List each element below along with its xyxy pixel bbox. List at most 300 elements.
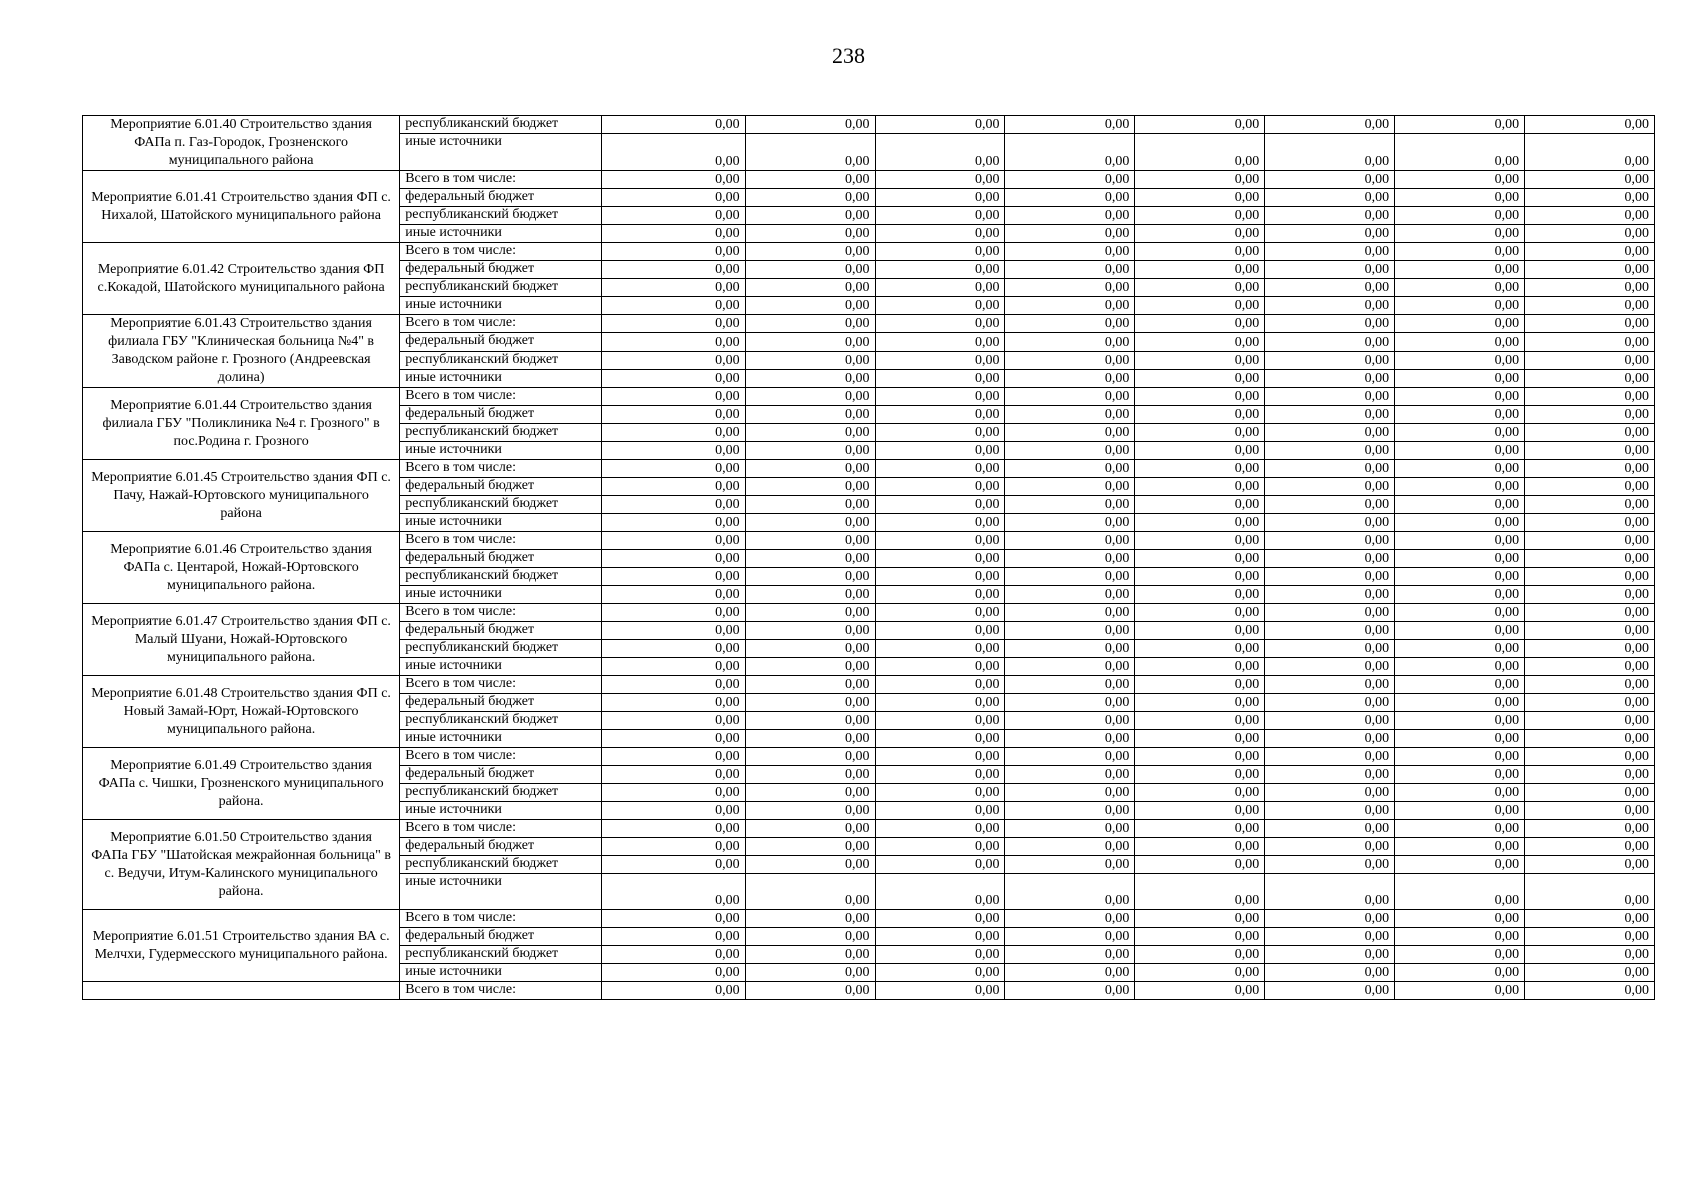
amount-cell: 0,00 [1395,676,1525,694]
amount-cell: 0,00 [1265,676,1395,694]
amount-cell: 0,00 [875,604,1005,622]
amount-cell: 0,00 [1395,514,1525,532]
amount-cell: 0,00 [1005,388,1135,406]
amount-cell: 0,00 [1135,225,1265,243]
amount-cell: 0,00 [875,460,1005,478]
amount-cell: 0,00 [1265,802,1395,820]
amount-cell: 0,00 [745,820,875,838]
amount-cell: 0,00 [1395,622,1525,640]
amount-cell: 0,00 [745,171,875,189]
amount-cell: 0,00 [1005,134,1135,171]
amount-cell: 0,00 [875,351,1005,369]
amount-cell: 0,00 [1525,712,1655,730]
amount-cell: 0,00 [1525,640,1655,658]
amount-cell: 0,00 [1525,838,1655,856]
amount-cell: 0,00 [1525,748,1655,766]
funding-source: федеральный бюджет [400,333,601,351]
funding-source: Всего в том числе: [400,820,601,838]
amount-cell: 0,00 [745,586,875,604]
amount-cell: 0,00 [1135,802,1265,820]
amount-cell: 0,00 [1005,658,1135,676]
amount-cell: 0,00 [1395,964,1525,982]
funding-source: республиканский бюджет [400,946,601,964]
amount-cell: 0,00 [601,676,745,694]
amount-cell: 0,00 [601,351,745,369]
amount-cell: 0,00 [1135,478,1265,496]
table-row [83,676,1655,694]
amount-cell: 0,00 [745,351,875,369]
amount-cell: 0,00 [745,712,875,730]
amount-cell: 0,00 [1525,478,1655,496]
amount-cell: 0,00 [875,748,1005,766]
amount-cell: 0,00 [1525,207,1655,225]
amount-cell: 0,00 [1395,640,1525,658]
amount-cell: 0,00 [875,730,1005,748]
funding-source: республиканский бюджет [400,351,601,369]
amount-cell: 0,00 [1005,369,1135,387]
amount-cell: 0,00 [1005,225,1135,243]
amount-cell: 0,00 [1395,243,1525,261]
amount-cell: 0,00 [1265,712,1395,730]
amount-cell: 0,00 [1265,964,1395,982]
amount-cell: 0,00 [1135,406,1265,424]
amount-cell: 0,00 [1005,622,1135,640]
amount-cell: 0,00 [745,207,875,225]
amount-cell: 0,00 [875,928,1005,946]
amount-cell: 0,00 [1135,622,1265,640]
amount-cell: 0,00 [1005,694,1135,712]
amount-cell: 0,00 [875,946,1005,964]
amount-cell: 0,00 [1265,442,1395,460]
amount-cell: 0,00 [601,207,745,225]
amount-cell: 0,00 [601,856,745,874]
amount-cell: 0,00 [745,243,875,261]
amount-cell: 0,00 [1525,802,1655,820]
measure-title: Мероприятие 6.01.50 Строительство здания ФАПа ГБУ "Шатойская межрайонная больница" в с. Ведучи, Итум-Калинского муниципального района. [83,820,400,910]
amount-cell: 0,00 [601,496,745,514]
amount-cell: 0,00 [1395,856,1525,874]
amount-cell: 0,00 [1265,297,1395,315]
amount-cell: 0,00 [1265,640,1395,658]
amount-cell: 0,00 [1395,658,1525,676]
amount-cell: 0,00 [1005,460,1135,478]
amount-cell: 0,00 [1525,496,1655,514]
measure-title: Мероприятие 6.01.45 Строительство здания ФП с. Пачу, Нажай-Юртовского муниципального района [83,460,400,532]
amount-cell: 0,00 [1265,134,1395,171]
measure-title: Мероприятие 6.01.44 Строительство здания филиала ГБУ "Поликлиника №4 г. Грозного" в пос.Родина г. Грозного [83,388,400,460]
measure-title: Мероприятие 6.01.46 Строительство здания ФАПа с. Центарой, Ножай-Юртовского муниципального района. [83,532,400,604]
amount-cell: 0,00 [1395,134,1525,171]
amount-cell: 0,00 [1005,964,1135,982]
funding-source: Всего в том числе: [400,460,601,478]
amount-cell: 0,00 [875,297,1005,315]
amount-cell: 0,00 [1265,604,1395,622]
amount-cell: 0,00 [601,982,745,1000]
funding-source: Всего в том числе: [400,243,601,261]
amount-cell: 0,00 [601,315,745,333]
amount-cell: 0,00 [1395,928,1525,946]
amount-cell: 0,00 [1265,928,1395,946]
amount-cell: 0,00 [1395,784,1525,802]
amount-cell: 0,00 [1265,784,1395,802]
amount-cell: 0,00 [1395,351,1525,369]
amount-cell: 0,00 [1525,243,1655,261]
amount-cell: 0,00 [601,910,745,928]
amount-cell: 0,00 [1395,207,1525,225]
amount-cell: 0,00 [1265,856,1395,874]
amount-cell: 0,00 [1395,369,1525,387]
amount-cell: 0,00 [1135,640,1265,658]
amount-cell: 0,00 [875,964,1005,982]
amount-cell: 0,00 [601,568,745,586]
amount-cell: 0,00 [1135,874,1265,910]
amount-cell: 0,00 [1395,568,1525,586]
amount-cell: 0,00 [745,369,875,387]
amount-cell: 0,00 [1265,514,1395,532]
amount-cell: 0,00 [1135,279,1265,297]
amount-cell: 0,00 [1135,730,1265,748]
table-row [83,748,1655,766]
amount-cell: 0,00 [1135,946,1265,964]
amount-cell: 0,00 [745,604,875,622]
measure-title: Мероприятие 6.01.41 Строительство здания ФП с. Нихалой, Шатойского муниципального района [83,171,400,243]
amount-cell: 0,00 [1005,424,1135,442]
amount-cell: 0,00 [601,406,745,424]
amount-cell: 0,00 [1265,460,1395,478]
amount-cell: 0,00 [1395,297,1525,315]
amount-cell: 0,00 [1135,910,1265,928]
amount-cell: 0,00 [1005,640,1135,658]
amount-cell: 0,00 [1525,568,1655,586]
amount-cell: 0,00 [1005,802,1135,820]
amount-cell: 0,00 [745,928,875,946]
amount-cell: 0,00 [1005,315,1135,333]
amount-cell: 0,00 [1265,171,1395,189]
funding-source: федеральный бюджет [400,694,601,712]
amount-cell: 0,00 [1525,676,1655,694]
amount-cell: 0,00 [745,442,875,460]
amount-cell: 0,00 [1395,748,1525,766]
amount-cell: 0,00 [1265,550,1395,568]
amount-cell: 0,00 [745,784,875,802]
amount-cell: 0,00 [1135,766,1265,784]
amount-cell: 0,00 [1135,189,1265,207]
amount-cell: 0,00 [1265,207,1395,225]
amount-cell: 0,00 [1135,532,1265,550]
funding-source: республиканский бюджет [400,712,601,730]
amount-cell: 0,00 [875,766,1005,784]
amount-cell: 0,00 [1395,116,1525,134]
amount-cell: 0,00 [1135,351,1265,369]
amount-cell: 0,00 [875,134,1005,171]
amount-cell: 0,00 [1265,730,1395,748]
amount-cell: 0,00 [875,640,1005,658]
amount-cell: 0,00 [1395,189,1525,207]
funding-source: Всего в том числе: [400,982,601,1000]
amount-cell: 0,00 [1395,279,1525,297]
funding-source: республиканский бюджет [400,279,601,297]
amount-cell: 0,00 [1265,351,1395,369]
amount-cell: 0,00 [745,514,875,532]
amount-cell: 0,00 [745,261,875,279]
amount-cell: 0,00 [1525,189,1655,207]
amount-cell: 0,00 [875,658,1005,676]
amount-cell: 0,00 [875,388,1005,406]
amount-cell: 0,00 [1395,171,1525,189]
funding-source: иные источники [400,514,601,532]
amount-cell: 0,00 [875,802,1005,820]
amount-cell: 0,00 [1135,820,1265,838]
funding-source: республиканский бюджет [400,207,601,225]
amount-cell: 0,00 [875,982,1005,1000]
amount-cell: 0,00 [601,874,745,910]
amount-cell: 0,00 [745,622,875,640]
amount-cell: 0,00 [1265,315,1395,333]
table-row [83,171,1655,189]
funding-source: федеральный бюджет [400,261,601,279]
funding-source: иные источники [400,134,601,171]
amount-cell: 0,00 [1005,406,1135,424]
amount-cell: 0,00 [1005,856,1135,874]
amount-cell: 0,00 [1525,442,1655,460]
amount-cell: 0,00 [1525,514,1655,532]
amount-cell: 0,00 [601,622,745,640]
amount-cell: 0,00 [601,116,745,134]
amount-cell: 0,00 [1525,820,1655,838]
amount-cell: 0,00 [1525,964,1655,982]
amount-cell: 0,00 [1005,910,1135,928]
amount-cell: 0,00 [875,586,1005,604]
amount-cell: 0,00 [875,478,1005,496]
amount-cell: 0,00 [745,856,875,874]
page-number: 238 [832,43,865,68]
amount-cell: 0,00 [1135,748,1265,766]
amount-cell: 0,00 [745,478,875,496]
amount-cell: 0,00 [745,134,875,171]
amount-cell: 0,00 [745,838,875,856]
table-row [83,315,1655,333]
amount-cell: 0,00 [601,946,745,964]
amount-cell: 0,00 [1265,243,1395,261]
amount-cell: 0,00 [1525,694,1655,712]
amount-cell: 0,00 [1265,189,1395,207]
amount-cell: 0,00 [1525,856,1655,874]
amount-cell: 0,00 [1005,297,1135,315]
amount-cell: 0,00 [1265,496,1395,514]
amount-cell: 0,00 [1135,369,1265,387]
amount-cell: 0,00 [1265,910,1395,928]
amount-cell: 0,00 [1395,694,1525,712]
table-row [83,460,1655,478]
amount-cell: 0,00 [1395,910,1525,928]
amount-cell: 0,00 [1525,982,1655,1000]
amount-cell: 0,00 [1395,388,1525,406]
funding-source: иные источники [400,297,601,315]
amount-cell: 0,00 [1525,225,1655,243]
amount-cell: 0,00 [1395,802,1525,820]
amount-cell: 0,00 [601,460,745,478]
funding-source: республиканский бюджет [400,784,601,802]
amount-cell: 0,00 [1005,532,1135,550]
amount-cell: 0,00 [875,694,1005,712]
funding-source: иные источники [400,442,601,460]
amount-cell: 0,00 [745,766,875,784]
amount-cell: 0,00 [1395,820,1525,838]
measure-title [83,982,400,1000]
amount-cell: 0,00 [1135,207,1265,225]
amount-cell: 0,00 [1135,982,1265,1000]
amount-cell: 0,00 [1525,604,1655,622]
amount-cell: 0,00 [1265,532,1395,550]
amount-cell: 0,00 [1265,424,1395,442]
amount-cell: 0,00 [1265,333,1395,351]
amount-cell: 0,00 [745,532,875,550]
amount-cell: 0,00 [1525,766,1655,784]
amount-cell: 0,00 [745,640,875,658]
amount-cell: 0,00 [1265,838,1395,856]
amount-cell: 0,00 [1525,928,1655,946]
amount-cell: 0,00 [1005,568,1135,586]
funding-source: Всего в том числе: [400,748,601,766]
amount-cell: 0,00 [745,116,875,134]
amount-cell: 0,00 [1135,442,1265,460]
amount-cell: 0,00 [1265,982,1395,1000]
amount-cell: 0,00 [745,946,875,964]
amount-cell: 0,00 [1005,946,1135,964]
amount-cell: 0,00 [1525,622,1655,640]
amount-cell: 0,00 [1005,730,1135,748]
amount-cell: 0,00 [875,838,1005,856]
amount-cell: 0,00 [1525,874,1655,910]
funding-source: иные источники [400,802,601,820]
amount-cell: 0,00 [1135,171,1265,189]
amount-cell: 0,00 [1395,478,1525,496]
amount-cell: 0,00 [601,532,745,550]
amount-cell: 0,00 [1265,261,1395,279]
amount-cell: 0,00 [601,279,745,297]
table-row [83,532,1655,550]
amount-cell: 0,00 [1395,946,1525,964]
amount-cell: 0,00 [1135,658,1265,676]
amount-cell: 0,00 [1395,532,1525,550]
amount-cell: 0,00 [1005,279,1135,297]
amount-cell: 0,00 [745,748,875,766]
amount-cell: 0,00 [745,910,875,928]
amount-cell: 0,00 [1525,910,1655,928]
amount-cell: 0,00 [1005,478,1135,496]
amount-cell: 0,00 [1395,261,1525,279]
amount-cell: 0,00 [1265,820,1395,838]
amount-cell: 0,00 [1525,424,1655,442]
amount-cell: 0,00 [1135,712,1265,730]
amount-cell: 0,00 [875,532,1005,550]
amount-cell: 0,00 [1395,406,1525,424]
amount-cell: 0,00 [875,874,1005,910]
amount-cell: 0,00 [1135,333,1265,351]
funding-source: иные источники [400,874,601,910]
amount-cell: 0,00 [1265,369,1395,387]
funding-source: федеральный бюджет [400,550,601,568]
amount-cell: 0,00 [601,225,745,243]
funding-source: республиканский бюджет [400,640,601,658]
amount-cell: 0,00 [601,333,745,351]
amount-cell: 0,00 [745,388,875,406]
amount-cell: 0,00 [875,424,1005,442]
amount-cell: 0,00 [601,658,745,676]
amount-cell: 0,00 [1395,550,1525,568]
amount-cell: 0,00 [745,982,875,1000]
amount-cell: 0,00 [875,189,1005,207]
amount-cell: 0,00 [1005,604,1135,622]
amount-cell: 0,00 [1135,550,1265,568]
amount-cell: 0,00 [1395,712,1525,730]
funding-source: Всего в том числе: [400,171,601,189]
amount-cell: 0,00 [875,622,1005,640]
funding-source: Всего в том числе: [400,388,601,406]
funding-source: иные источники [400,369,601,387]
funding-source: Всего в том числе: [400,315,601,333]
amount-cell: 0,00 [875,514,1005,532]
funding-source: Всего в том числе: [400,910,601,928]
amount-cell: 0,00 [601,838,745,856]
amount-cell: 0,00 [1135,388,1265,406]
table-row [83,243,1655,261]
amount-cell: 0,00 [1395,225,1525,243]
funding-source: иные источники [400,964,601,982]
amount-cell: 0,00 [1525,171,1655,189]
amount-cell: 0,00 [1395,586,1525,604]
amount-cell: 0,00 [1265,279,1395,297]
amount-cell: 0,00 [1525,658,1655,676]
funding-source: республиканский бюджет [400,568,601,586]
table-row [83,982,1655,1000]
amount-cell: 0,00 [1525,946,1655,964]
amount-cell: 0,00 [745,658,875,676]
amount-cell: 0,00 [1395,874,1525,910]
amount-cell: 0,00 [1525,261,1655,279]
amount-cell: 0,00 [745,694,875,712]
amount-cell: 0,00 [1135,586,1265,604]
amount-cell: 0,00 [875,442,1005,460]
amount-cell: 0,00 [1005,982,1135,1000]
amount-cell: 0,00 [1395,730,1525,748]
funding-source: федеральный бюджет [400,622,601,640]
amount-cell: 0,00 [1265,478,1395,496]
amount-cell: 0,00 [745,333,875,351]
amount-cell: 0,00 [1135,604,1265,622]
amount-cell: 0,00 [875,406,1005,424]
amount-cell: 0,00 [745,964,875,982]
amount-cell: 0,00 [745,874,875,910]
funding-source: Всего в том числе: [400,604,601,622]
amount-cell: 0,00 [1135,784,1265,802]
amount-cell: 0,00 [875,712,1005,730]
amount-cell: 0,00 [745,802,875,820]
table-row [83,604,1655,622]
funding-source: иные источники [400,730,601,748]
amount-cell: 0,00 [601,442,745,460]
amount-cell: 0,00 [1265,116,1395,134]
amount-cell: 0,00 [1135,297,1265,315]
amount-cell: 0,00 [601,802,745,820]
amount-cell: 0,00 [875,261,1005,279]
amount-cell: 0,00 [601,784,745,802]
amount-cell: 0,00 [1005,442,1135,460]
amount-cell: 0,00 [1395,604,1525,622]
amount-cell: 0,00 [1135,838,1265,856]
amount-cell: 0,00 [1395,315,1525,333]
amount-cell: 0,00 [601,171,745,189]
